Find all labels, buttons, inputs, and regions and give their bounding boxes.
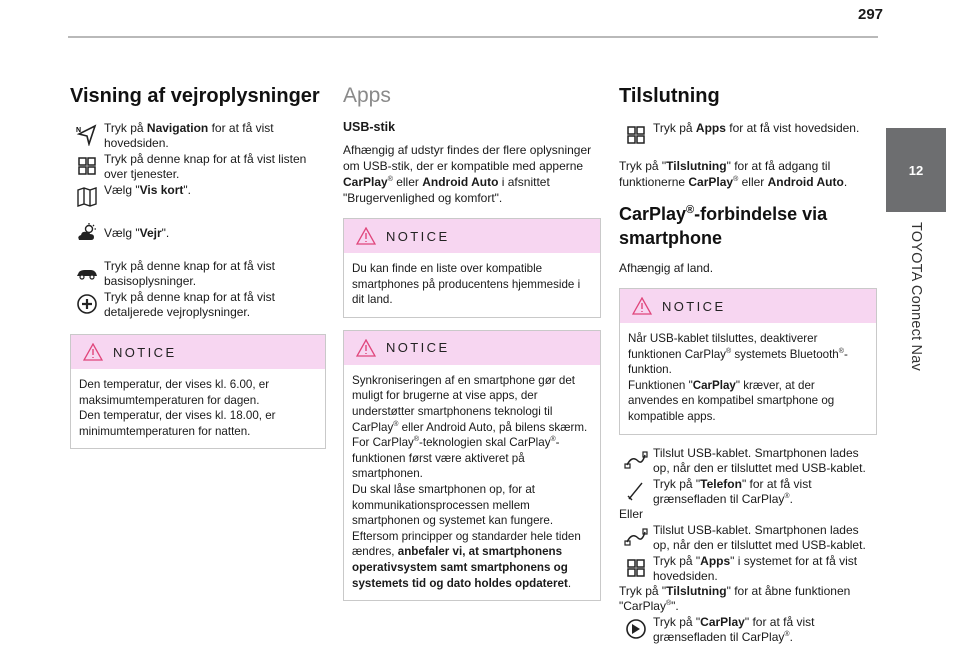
weather-icon: [70, 218, 104, 248]
column-connection: [619, 84, 877, 645]
notice-carplay: NOTICE Når USB-kablet tilsluttes, deaktiverer funktionen CarPlay® systemets Bluetooth®-funktion. Funktionen "CarPlay" kræver, at der anvendes en kompatibel smartphone og kompatible apps.: [619, 288, 877, 435]
page-number: 297: [858, 6, 884, 23]
step-detailed-info: Tryk på denne knap for at få vist detaljerede vejroplysninger.: [70, 289, 326, 320]
usb-text: Afhængig af udstyr findes der flere oplysninger om USB-stik, der er kompatible med apperne CarPlay® eller Android Auto i afsnittet "Brugervenlighed og komfort".: [343, 143, 592, 205]
column-weather: [70, 84, 326, 449]
connection-text: Tryk på "Tilslutning" for at få adgang til funktionerne CarPlay® eller Android Auto.: [619, 159, 848, 189]
step-weather: Vælg "Vejr".: [70, 218, 326, 248]
step-show-map: Vælg "Vis kort".: [70, 182, 326, 212]
column-apps: [343, 84, 601, 601]
app-grid-icon: [619, 120, 653, 150]
open-carplay-text: Tryk på "Tilslutning" for at åbne funktionen "CarPlay®".: [619, 583, 851, 613]
car-icon: [70, 258, 104, 288]
app-grid-icon: [70, 151, 104, 181]
notice-temperature: NOTICE Den temperatur, der vises kl. 6.00, er maksimumtemperaturen for dagen. Den temperatur, der vises kl. 18.00, er minimumtemperaturen for natten.: [70, 334, 326, 449]
step-connect-usb-2: Tilslut USB-kablet. Smartphonen lades op, når den er tilsluttet med USB-kablet.: [619, 522, 877, 553]
notice-compatible-phones: NOTICE Du kan finde en liste over kompatible smartphones på producentens hjemmeside i dit land.: [343, 218, 601, 318]
step-carplay: Tryk på "CarPlay" for at få vist grænsefladen til CarPlay®.: [619, 614, 877, 645]
usb-heading: USB-stik: [343, 120, 396, 134]
step-basic-info: Tryk på denne knap for at få vist basisoplysninger.: [70, 258, 326, 289]
chapter-tab[interactable]: 12: [886, 128, 946, 212]
step-apps: Tryk på Apps for at få vist hovedsiden.: [619, 120, 877, 150]
top-rule: [68, 36, 878, 38]
country-note: Afhængig af land.: [619, 261, 714, 275]
step-connect-usb: Tilslut USB-kablet. Smartphonen lades op, når den er tilsluttet med USB-kablet.: [619, 445, 877, 476]
notice-title: NOTICE: [662, 298, 726, 314]
warning-icon: [83, 343, 103, 361]
warning-icon: [632, 297, 652, 315]
navigation-arrow-icon: [70, 120, 104, 150]
apps-heading: Apps: [343, 84, 391, 107]
step-phone: Tryk på "Telefon" for at få vist grænsefladen til CarPlay®.: [619, 476, 877, 507]
weather-heading: Visning af vejroplysninger: [70, 85, 320, 107]
map-book-icon: [70, 182, 104, 212]
notice-sync: NOTICE Synkroniseringen af en smartphone gør det muligt for brugerne at vise apps, der understøtter smartphonens teknologi til CarPlay® eller Android Auto, på bilens skærm. For CarPlay®-teknologien skal CarPlay®-funktionen først være aktiveret på smartphonen. Du skal låse smartphonen op, for at kommunikationsprocessen mellem smartphonen og systemet kan fungere. Eftersom principper og standarder hele tiden ændres, anbefaler vi, at smartphonens operativsystem samt smartphonens og systemets tid og dato holdes opdateret.: [343, 330, 601, 601]
usb-cable-icon: [619, 445, 653, 475]
step-navigation: N Tryk på Navigation for at få vist hovedsiden.: [70, 120, 326, 151]
or-label: Eller: [619, 506, 644, 521]
step-apps-system: Tryk på "Apps" i systemet for at få vist hovedsiden.: [619, 553, 877, 584]
notice-title: NOTICE: [386, 340, 450, 356]
warning-icon: [356, 227, 376, 245]
carplay-icon: [619, 614, 653, 644]
notice-title: NOTICE: [386, 228, 450, 244]
app-grid-icon: [619, 553, 653, 583]
chapter-label-text: TOYOTA Connect Nav: [908, 222, 924, 371]
carplay-heading: CarPlay®-forbindelse via smartphone: [619, 204, 828, 248]
chapter-label: [880, 222, 952, 552]
phone-icon: [619, 476, 653, 506]
connection-heading: Tilslutning: [619, 85, 720, 107]
usb-cable-icon: [619, 522, 653, 552]
plus-circle-icon: [70, 289, 104, 319]
svg-text:N: N: [76, 127, 82, 134]
step-services: Tryk på denne knap for at få vist listen over tjenester.: [70, 151, 326, 182]
warning-icon: [356, 339, 376, 357]
notice-title: NOTICE: [113, 344, 177, 360]
